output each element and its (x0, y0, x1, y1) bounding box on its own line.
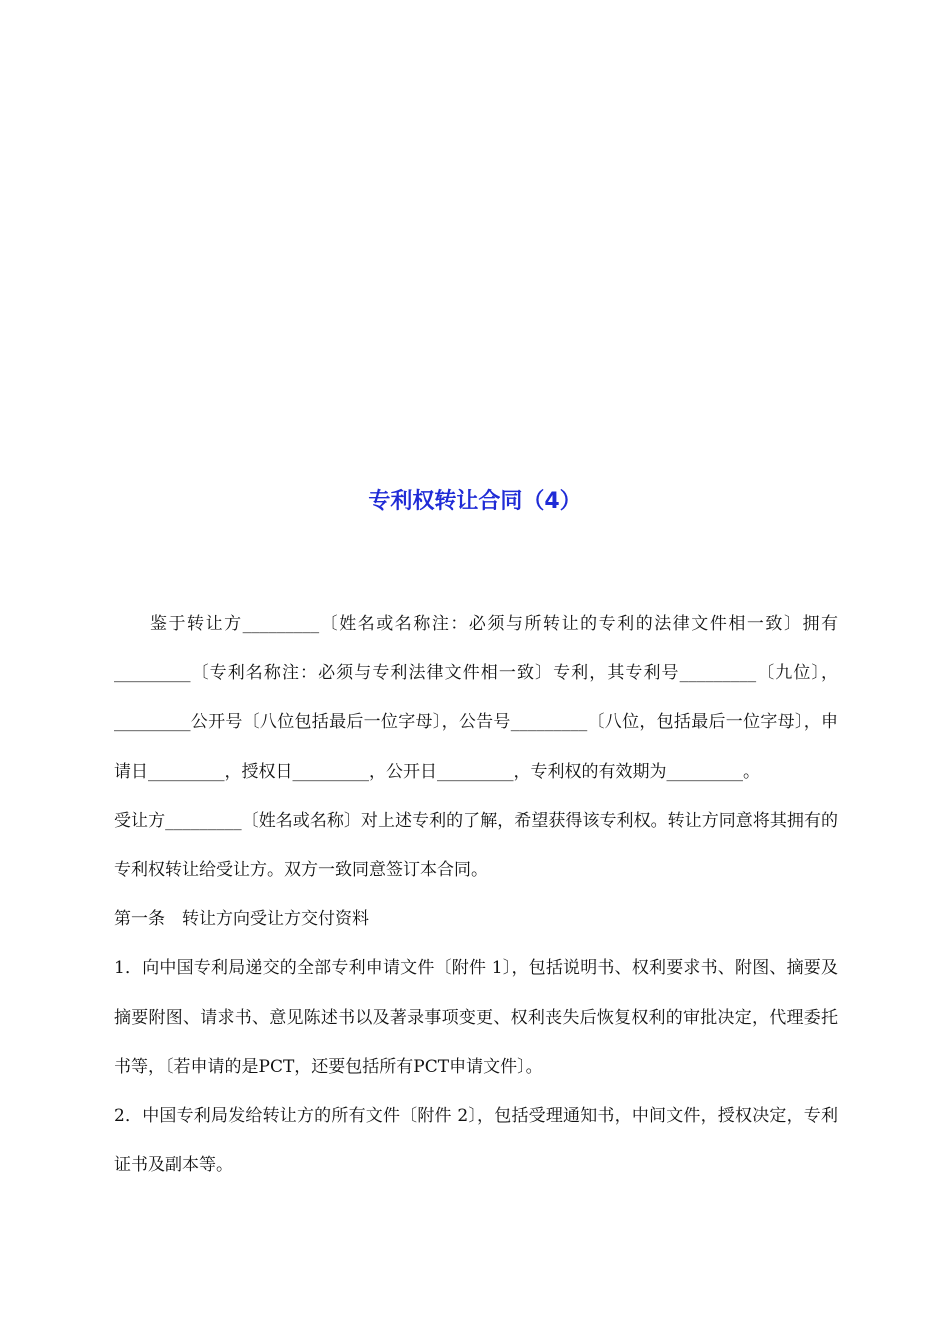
clause-1-paragraph: 1．向中国专利局递交的全部专利申请文件〔附件 1〕，包括说明书、权利要求书、附图、摘要及摘要附图、请求书、意见陈述书以及著录事项变更、权利丧失后恢复权利的审批决定，代理委托书等，〔若申请的是PCT，还要包括所有PCT申请文件〕。 (114, 958, 838, 1077)
assignee-paragraph: 受让方_________〔姓名或名称〕对上述专利的了解，希望获得该专利权。转让方同意将其拥有的专利权转让给受让方。双方一致同意签订本合同。 (114, 810, 838, 881)
article-one-heading: 第一条 转让方向受让方交付资料 (114, 909, 369, 930)
document-body (114, 600, 838, 1190)
recital-paragraph: 鉴于转让方_________〔姓名或名称注：必须与所转让的专利的法律文件相一致〕拥有_________〔专利名称注：必须与专利法律文件相一致〕专利，其专利号_________〔九位〕，_________公开号〔八位包括最后一位字母〕，公告号_________〔八位，包括最后一位字母〕，申请日_________，授权日_________，公开日_________，专利权的有效期为_________。 (114, 614, 838, 782)
clause-2-paragraph: 2．中国专利局发给转让方的所有文件〔附件 2〕，包括受理通知书，中间文件，授权决定，专利证书及副本等。 (114, 1106, 838, 1176)
document-title: 专利权转让合同（4） (368, 489, 582, 514)
